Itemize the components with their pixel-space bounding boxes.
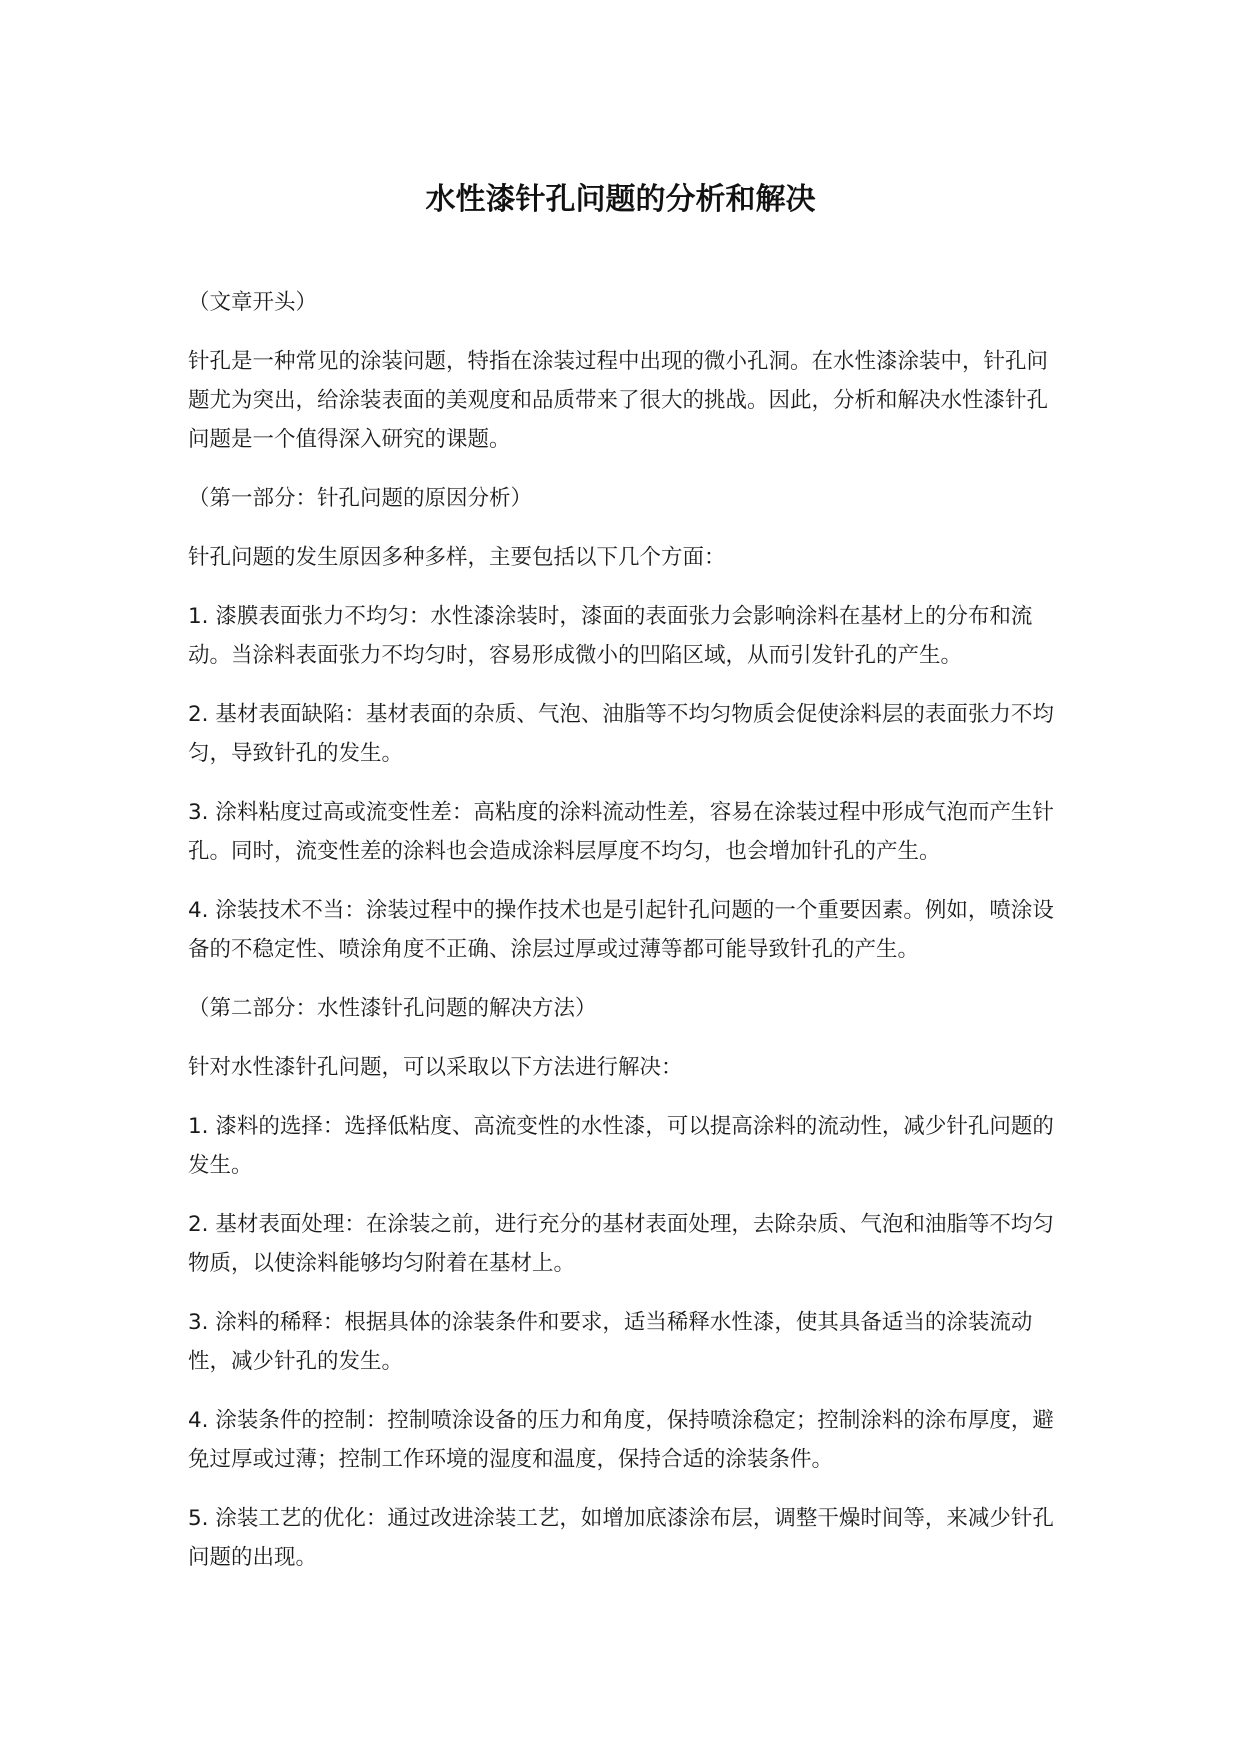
paragraph-intro-heading: （文章开头） — [188, 290, 318, 315]
paragraph-cause-3: 3. 涂料粘度过高或流变性差：高粘度的涂料流动性差，容易在涂装过程中形成气泡而产生针孔。同时，流变性差的涂料也会造成涂料层厚度不均匀，也会增加针孔的产生。 — [188, 800, 1054, 864]
paragraph-solution-1: 1. 漆料的选择：选择低粘度、高流变性的水性漆，可以提高涂料的流动性，减少针孔问题的发生。 — [188, 1114, 1054, 1178]
paragraph-solution-4: 4. 涂装条件的控制：控制喷涂设备的压力和角度，保持喷涂稳定；控制涂料的涂布厚度，避免过厚或过薄；控制工作环境的湿度和温度，保持合适的涂装条件。 — [188, 1408, 1054, 1472]
document-body — [188, 283, 1068, 1597]
paragraph-solution-3: 3. 涂料的稀释：根据具体的涂装条件和要求，适当稀释水性漆，使其具备适当的涂装流动性，减少针孔的发生。 — [188, 1310, 1033, 1374]
paragraph-intro: 针孔是一种常见的涂装问题，特指在涂装过程中出现的微小孔洞。在水性漆涂装中，针孔问题尤为突出，给涂装表面的美观度和品质带来了很大的挑战。因此，分析和解决水性漆针孔问题是一个值得深入研究的课题。 — [188, 349, 1049, 452]
paragraph-cause-4: 4. 涂装技术不当：涂装过程中的操作技术也是引起针孔问题的一个重要因素。例如，喷涂设备的不稳定性、喷涂角度不正确、涂层过厚或过薄等都可能导致针孔的产生。 — [188, 898, 1054, 962]
paragraph-part1-heading: （第一部分：针孔问题的原因分析） — [188, 486, 533, 511]
paragraph-part1-lead: 针孔问题的发生原因多种多样，主要包括以下几个方面： — [188, 545, 726, 570]
paragraph-cause-2: 2. 基材表面缺陷：基材表面的杂质、气泡、油脂等不均匀物质会促使涂料层的表面张力不均匀，导致针孔的发生。 — [188, 702, 1054, 766]
paragraph-part2-heading: （第二部分：水性漆针孔问题的解决方法） — [188, 996, 597, 1021]
paragraph-part2-lead: 针对水性漆针孔问题，可以采取以下方法进行解决： — [188, 1055, 683, 1080]
paragraph-cause-1: 1. 漆膜表面张力不均匀：水性漆涂装时，漆面的表面张力会影响涂料在基材上的分布和流动。当涂料表面张力不均匀时，容易形成微小的凹陷区域，从而引发针孔的产生。 — [188, 604, 1033, 668]
paragraph-solution-2: 2. 基材表面处理：在涂装之前，进行充分的基材表面处理，去除杂质、气泡和油脂等不均匀物质，以使涂料能够均匀附着在基材上。 — [188, 1212, 1054, 1276]
paragraph-solution-5: 5. 涂装工艺的优化：通过改进涂装工艺，如增加底漆涂布层，调整干燥时间等，来减少针孔问题的出现。 — [188, 1506, 1054, 1570]
document-title: 水性漆针孔问题的分析和解决 — [425, 182, 816, 217]
